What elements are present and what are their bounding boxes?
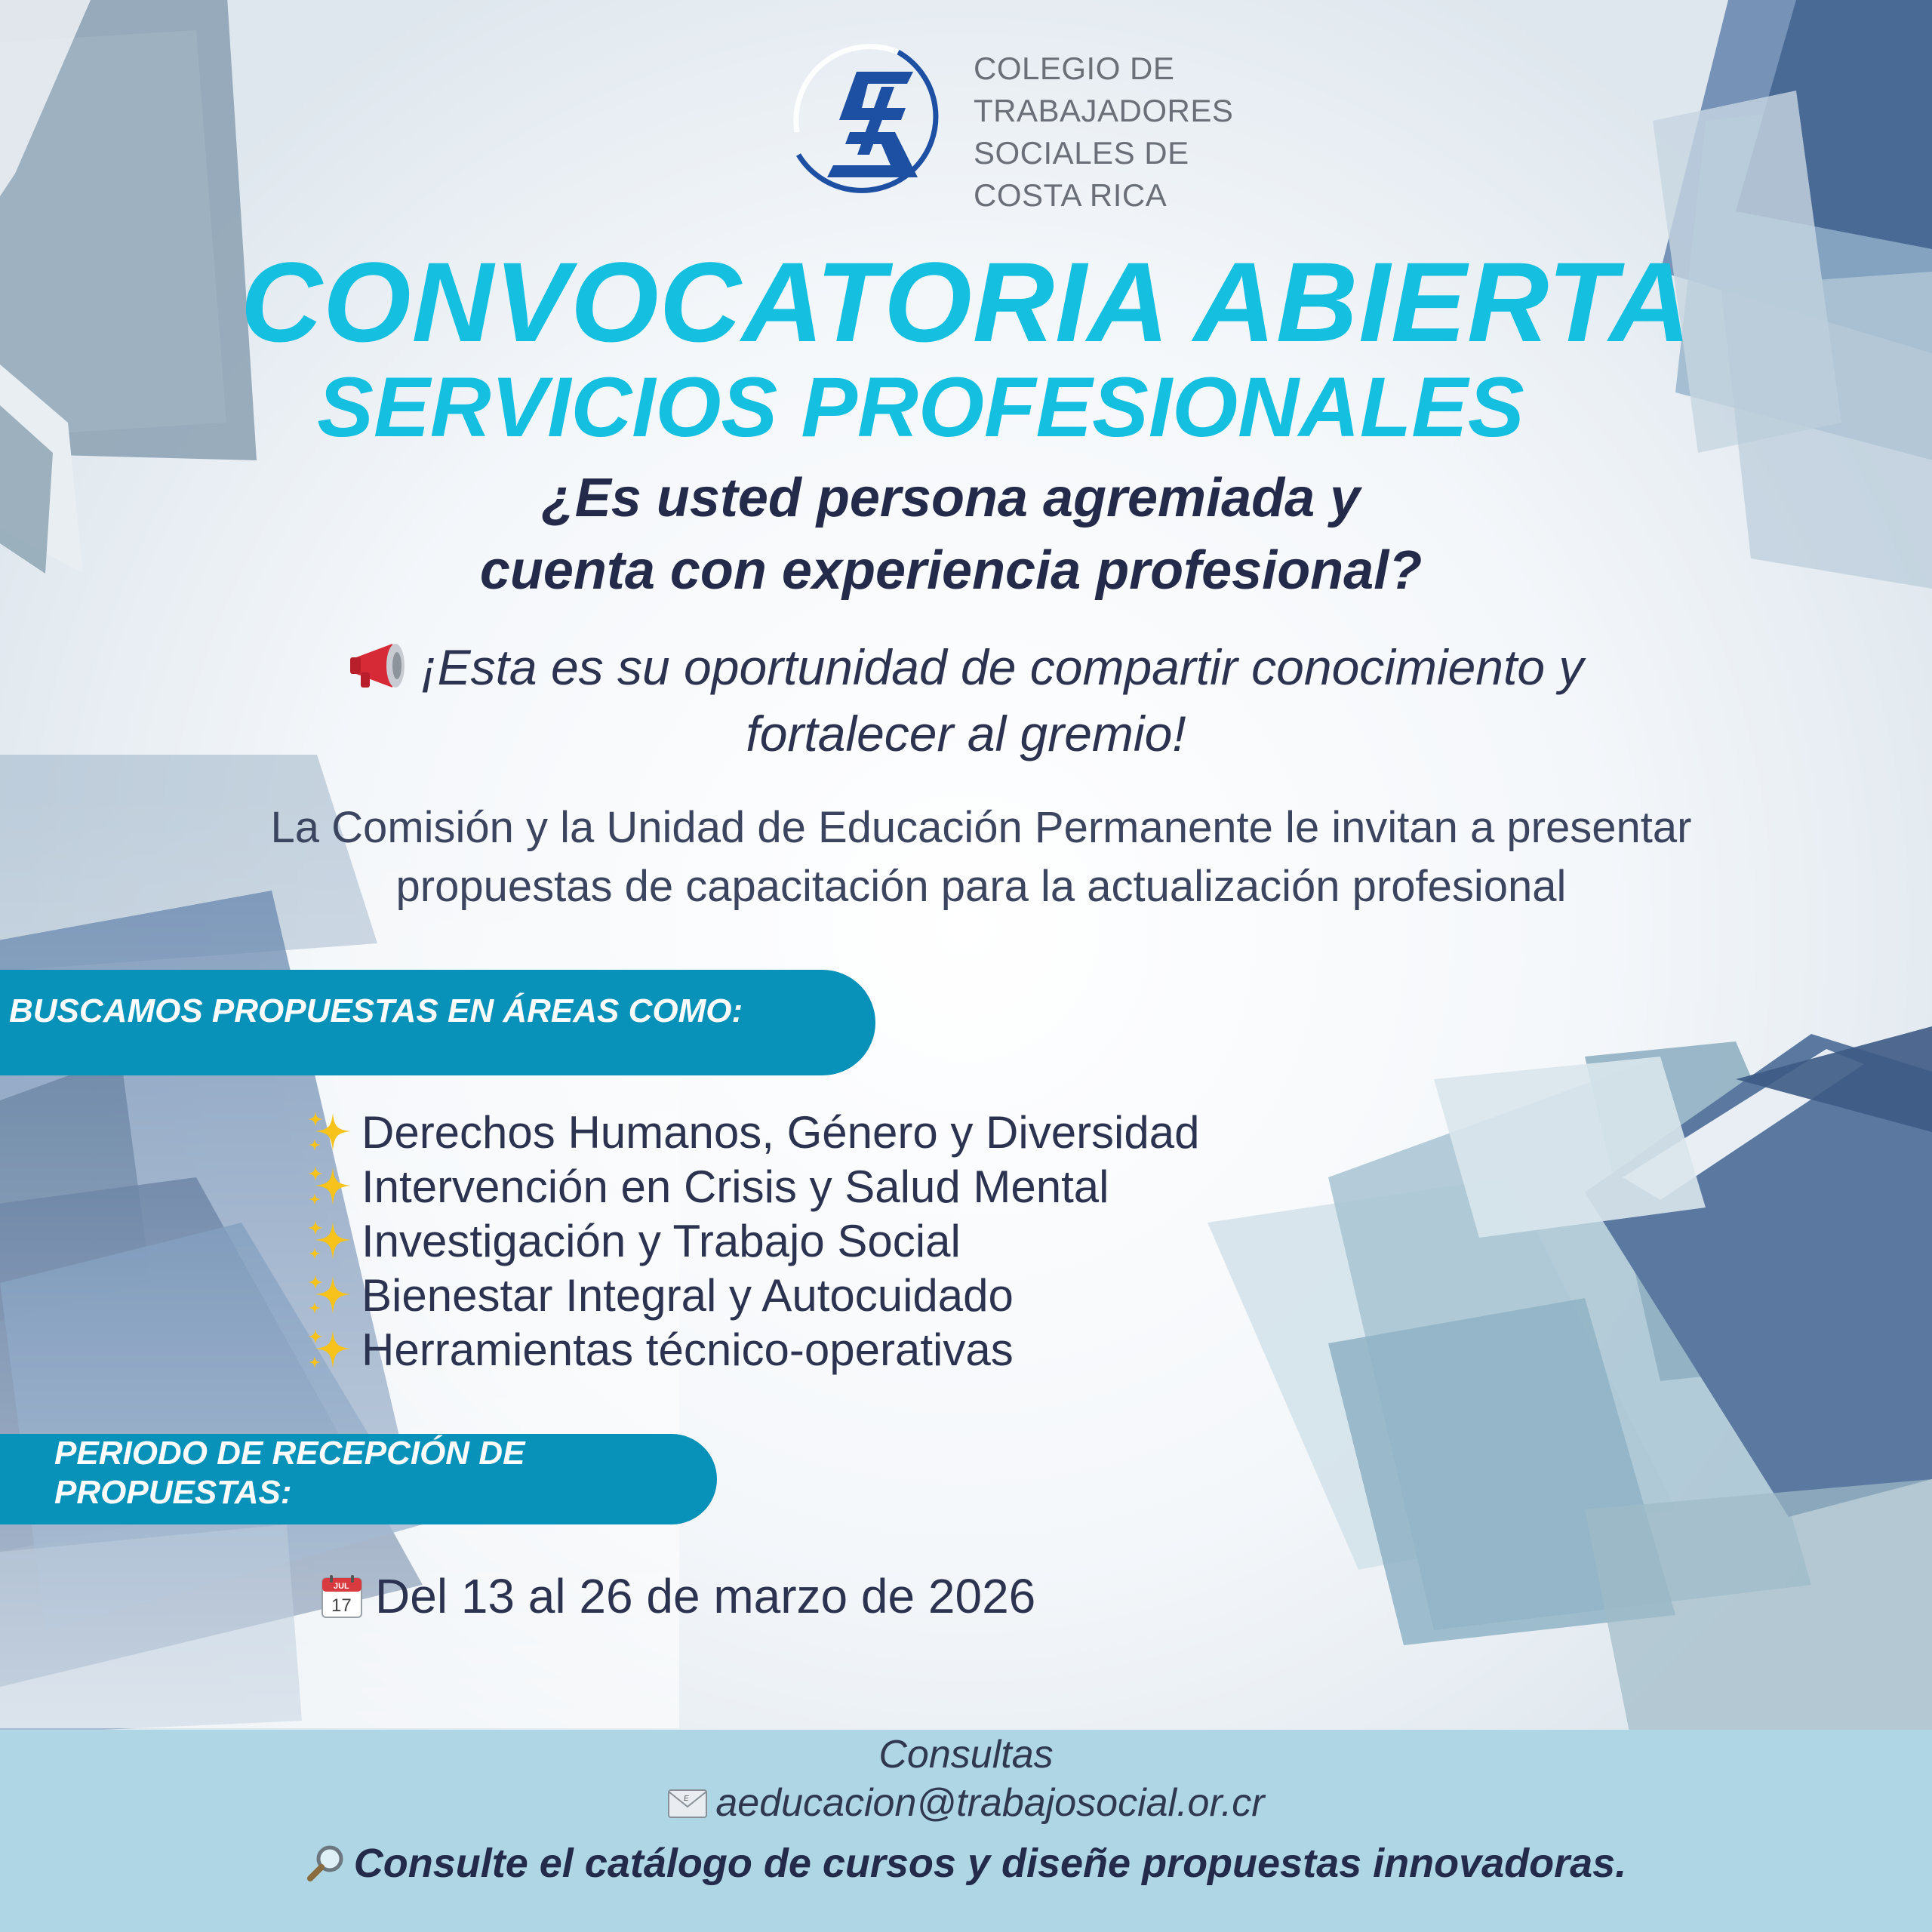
opportunity-line: ¡Esta es su oportunidad de compartir conocimiento y — [420, 639, 1584, 695]
period-banner-label — [54, 1434, 583, 1512]
calendar-month: JUL — [334, 1582, 349, 1591]
page-subtitle: SERVICIOS PROFESIONALES — [317, 360, 1524, 454]
period-banner-line: PERIODO DE RECEPCIÓN DE — [54, 1435, 525, 1472]
sparkles-icon — [306, 1163, 354, 1211]
invitation-line: La Comisión y la Unidad de Educación Permanente le invitan a presentar — [270, 803, 1692, 852]
magnifying-glass-icon — [306, 1842, 346, 1883]
footer-consultas: Consultas — [878, 1733, 1054, 1777]
logo-line: TRABAJADORES — [974, 93, 1234, 128]
area-label: Herramientas técnico-operativas — [361, 1324, 1014, 1375]
date-range-text: Del 13 al 26 de marzo de 2026 — [375, 1569, 1036, 1623]
areas-banner-label: BUSCAMOS PROPUESTAS EN ÁREAS COMO: — [9, 992, 743, 1029]
calendar-icon — [321, 1574, 363, 1619]
logo-emblem-icon — [785, 42, 966, 215]
area-label: Derechos Humanos, Género y Diversidad — [361, 1107, 1200, 1158]
calendar-day: 17 — [331, 1595, 352, 1616]
sparkles-icon — [306, 1272, 354, 1320]
area-label: Investigación y Trabajo Social — [361, 1216, 961, 1266]
page-title: CONVOCATORIA ABIERTA — [240, 238, 1692, 365]
date-range — [321, 1566, 1035, 1626]
envelope-icon — [667, 1789, 708, 1819]
footer-email-row — [0, 1780, 1932, 1826]
period-banner-line: PROPUESTAS: — [54, 1474, 292, 1511]
opportunity-message — [0, 634, 1932, 767]
invitation-line: propuestas de capacitación para la actualización profesional — [395, 862, 1567, 911]
period-banner — [0, 1434, 717, 1524]
sparkles-icon — [306, 1217, 354, 1266]
logo-line: SOCIALES DE — [974, 135, 1189, 171]
areas-banner — [0, 970, 875, 1075]
question-line: cuenta con experiencia profesional? — [479, 540, 1423, 601]
list-item — [306, 1323, 1200, 1377]
opportunity-line: fortalecer al gremio! — [746, 706, 1186, 761]
question-heading — [0, 462, 1917, 607]
footer-catalog-text: Consulte el catálogo de cursos y diseñe propuestas innovadoras. — [353, 1841, 1627, 1886]
logo-line: COLEGIO DE — [974, 51, 1175, 86]
list-item — [306, 1214, 1200, 1269]
footer-email[interactable]: aeducacion@trabajosocial.or.cr — [715, 1781, 1265, 1825]
list-item — [306, 1160, 1200, 1214]
question-line: ¿Es usted persona agremiada y — [541, 468, 1361, 528]
area-label: Intervención en Crisis y Salud Mental — [361, 1161, 1109, 1212]
footer-catalog-row — [0, 1838, 1932, 1888]
sparkles-icon — [306, 1326, 354, 1374]
invitation-text — [15, 798, 1932, 916]
megaphone-icon — [349, 641, 411, 691]
organization-logo — [785, 42, 1234, 215]
logo-line: COSTA RICA — [974, 177, 1168, 213]
list-item — [306, 1106, 1200, 1160]
areas-list — [306, 1106, 1200, 1377]
logo-text — [974, 48, 1233, 217]
svg-text:E: E — [684, 1795, 690, 1803]
list-item — [306, 1269, 1200, 1323]
area-label: Bienestar Integral y Autocuidado — [361, 1270, 1014, 1321]
sparkles-icon — [306, 1109, 354, 1157]
